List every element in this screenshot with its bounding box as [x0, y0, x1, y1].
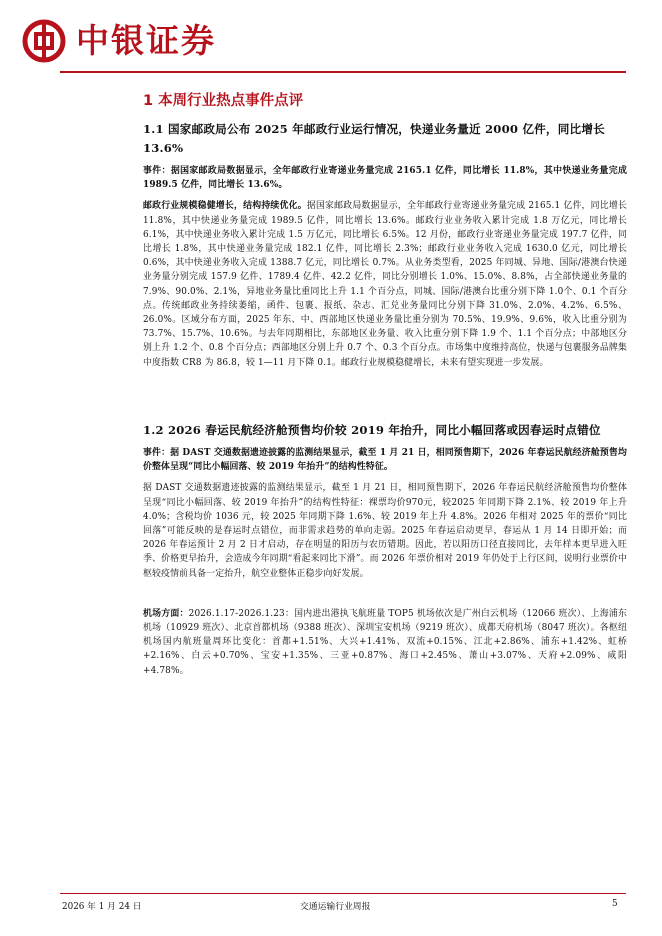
body-text: 据 DAST 交通数据遗迹披露的监测结果显示，截至 1 月 21 日，相同预售期下，2026 年春运民航经济舱预售均价整体呈现“同比小幅回落、较 2019 年抬升”的结构性特征：裸票均价970元，较2025 年同期下降 2.1%、较 2019 年上升 4.0%；含税均价 1036 元，较 2025 年同期下降 1.6%、较 2019 年上升 4.8%。2026 年相对 2025 年的票价“同比回落”可能反映的是春运时点错位，而非需求趋势的单向走弱。2025 年春运启动更早，春运从 1 月 14 日即开始；而 2026 年春运预计 2 月 2 日才启动，存在明显的阳历与农历错期。因此，若以阳历口径直接同比，去年样本更早进入旺季、价格更早抬升，会造成今年同期“看起来同比下滑”。而 2026 年票价相对 2019 年仍处于上行区间，说明行业票价中枢较疫情前具备一定抬升，航空业整体正稳步向好发展。: [143, 483, 627, 579]
brand-name: 中银证券: [76, 21, 216, 60]
section-1-1-body: [143, 199, 627, 369]
section-1-1: [143, 120, 627, 370]
airport-label: 机场方面：: [143, 608, 189, 619]
body-text: 据国家邮政局数据显示，全年邮政行业寄递业务量完成 2165.1 亿件，同比增长 11.8%，其中快递业务量完成 1989.5 亿件，同比增长 13.6%。邮政行业业务收入累计完成 1.8 万亿元，同比增长 6.1%，其中快递业务收入累计完成 1.5 万亿元，同比增长 6.5%。12 月份，邮政行业寄递业务量完成 197.7 亿件，同比增长 1.8%，其中快递业务量完成 182.1 亿件，同比增长 2.3%；邮政行业业务收入完成 1630.0 亿元，同比增长 0.6%，其中快递业务收入完成 1388.7 亿元，同比增长 0.7%。从业务类型看，2025 年同城、异地、国际/港澳台快递业务量分别完成 157.9 亿件、1789.4 亿件、42.2 亿件，同比分别增长 1.0%、15.0%、8.8%，占全部快递业务量的 7.9%、90.0%、2.1%，异地业务量比重同比上升 1.1 个百分点，同城、国际/港澳台比重分别下降 1.0个、0.1 个百分点。传统邮政业务持续萎缩，函件、包裹、报纸、杂志、汇兑业务量同比分别下降 31.0%、2.0%、4.2%、6.5%、26.0%。区域分布方面，2025 年东、中、西部地区快递业务量比重分别为 70.5%、19.9%、9.6%，收入比重分别为 73.7%、15.7%、10.6%。与去年同期相比，东部地区业务量、收入比重分别下降 1.9 个、1.1 个百分点；中部地区分别上升 1.2 个、0.8 个百分点；西部地区分别上升 0.7 个、0.3 个百分点。市场集中度维持高位，快递与包裹服务品牌集中度指数 CR8 为 86.8，较 1—11 月下降 0.1。邮政行业规模稳健增长，未来有望实现进一步发展。: [143, 201, 627, 368]
section-1-2-title: 1.2 2026 春运民航经济舱预售均价较 2019 年抬升，同比小幅回落或因春运时点错位: [143, 423, 601, 437]
section-heading: 1 本周行业热点事件点评: [143, 93, 304, 109]
page-number: 5: [612, 899, 618, 909]
section-1-2-body: [143, 481, 627, 580]
event-label: 事件：: [143, 166, 171, 176]
brand-logo: [22, 18, 216, 64]
section-1-2: [143, 421, 627, 678]
airport-text: 2026.1.17-2026.1.23：国内进出港执飞航班量 TOP5 机场依次是广州白云机场（12066 班次）、上海浦东机场（10929 班次）、北京首都机场（9388 班次）、深圳宝安机场（9219 班次）、成都天府机场（8047 班次）。各枢纽机场国内航班量周环比变化：首都+1.51%、大兴+1.41%、双流+0.15%、江北+2.86%、浦东+1.42%、虹桥+2.16%、白云+0.70%、宝安+1.35%、三亚+0.87%、海口+2.45%、萧山+3.07%、天府+2.09%、咸阳+4.78%。: [143, 608, 628, 676]
event-text: 据国家邮政局数据显示，全年邮政行业寄递业务量完成 2165.1 亿件，同比增长 11.8%，其中快递业务量完成 1989.5 亿件，同比增长 13.6%。: [143, 166, 627, 191]
body-lead: 邮政行业规模稳健增长，结构持续优化。: [143, 201, 307, 212]
section-1-2-event: [143, 446, 627, 474]
airport-paragraph: [143, 607, 627, 678]
header-divider: [60, 71, 626, 73]
footer-divider: [60, 893, 626, 894]
footer-title: 交通运输行业周报: [300, 902, 371, 912]
section-1-1-title: 1.1 国家邮政局公布 2025 年邮政行业运行情况，快递业务量近 2000 亿件，同比增长 13.6%: [143, 122, 605, 155]
event-text: 据 DAST 交通数据遗迹披露的监测结果显示，截至 1 月 21 日，相同预售期下，2026 年春运民航经济舱预售均价整体呈现“同比小幅回落、较 2019 年抬升”的结构性特征。: [143, 448, 627, 473]
event-label: 事件：: [143, 448, 171, 458]
section-1-1-event: [143, 164, 627, 192]
footer-date: 2026 年 1 月 24 日: [62, 902, 142, 912]
bank-of-china-logo-icon: [22, 19, 66, 63]
